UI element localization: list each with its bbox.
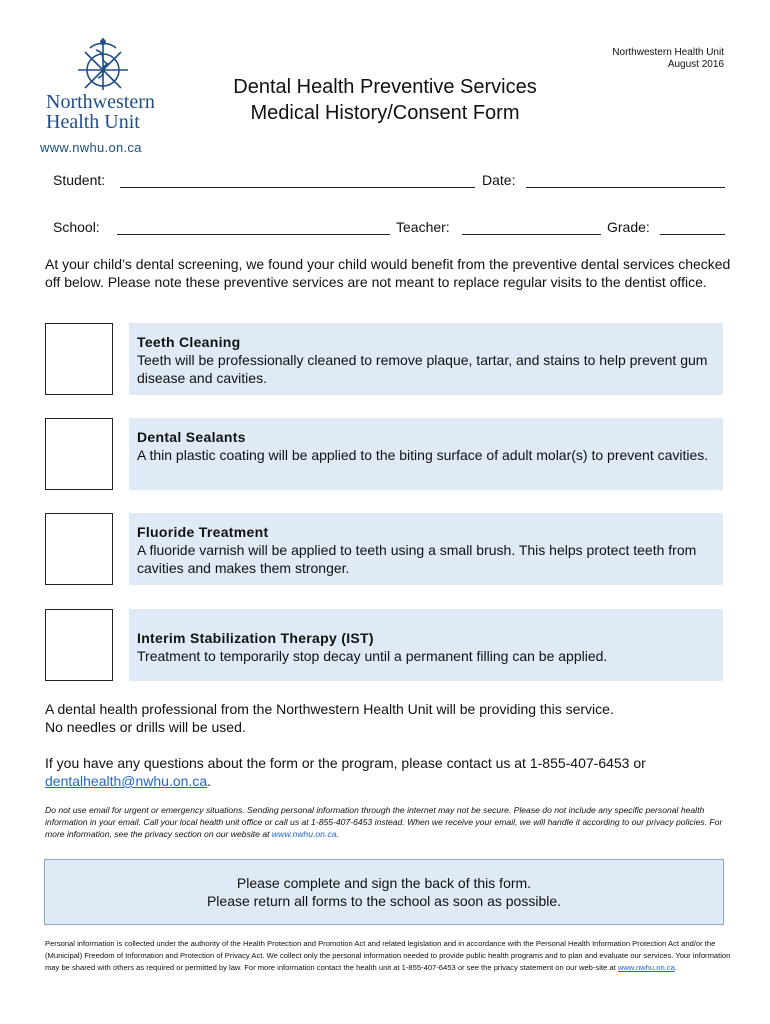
date-label: Date: [482, 172, 516, 188]
corner-org: Northwestern Health Unit [612, 47, 724, 58]
note-line2: Please return all forms to the school as soon as possible. [206, 893, 562, 909]
teeth-cleaning-checkbox[interactable] [45, 323, 113, 395]
provider-line2: No needles or drills will be used. [45, 719, 246, 735]
caduceus-compass-icon [68, 36, 138, 92]
teacher-field[interactable] [462, 234, 601, 235]
service-desc: Teeth will be professionally cleaned to remove plaque, tartar, and stains to help prevent gum disease and cavities. [137, 352, 708, 386]
student-label: Student: [53, 172, 106, 188]
note-line1: Please complete and sign the back of this form. [236, 875, 532, 891]
dental-sealants-checkbox[interactable] [45, 418, 113, 490]
grade-label: Grade: [607, 219, 650, 235]
provider-line1: A dental health professional from the Northwestern Health Unit will be providing this service. [45, 701, 614, 717]
service-desc: A thin plastic coating will be applied to the biting surface of adult molar(s) to prevent cavities. [137, 447, 709, 463]
ist-panel [129, 609, 723, 681]
form-title-line2: Medical History/Consent Form [250, 102, 520, 124]
service-title: Fluoride Treatment [137, 524, 269, 540]
disclaimer-website-link[interactable]: www.nwhu.on.ca [271, 828, 337, 839]
intro-paragraph: At your child’s dental screening, we found your child would benefit from the preventive dental services checked off below. Please note these preventive services are not meant to replace regular visits to the dentist office. [45, 256, 731, 290]
student-field[interactable] [120, 187, 475, 188]
school-field[interactable] [117, 234, 390, 235]
school-label: School: [53, 219, 100, 235]
privacy-footer [45, 938, 735, 974]
form-title [170, 74, 600, 126]
footer-website-link[interactable]: www.nwhu.on.ca [617, 963, 675, 972]
ist-checkbox[interactable] [45, 609, 113, 681]
fluoride-treatment-checkbox[interactable] [45, 513, 113, 585]
corner-info [612, 47, 724, 71]
service-title: Dental Sealants [137, 429, 246, 445]
footer-text: Personal information is collected under the authority of the Health Protection and Promotion Act and related legislation and in accordance with the Personal Health Information Protection Act and/or the (Municipal) Freedom of Information and Protection of Privacy Act. We collect only the personal information needed to provide public health programs and to plan and evaluate our services. Your information may be shared with others as required or permitted by law. For more information contact the health unit at 1-855-407-6453 or see the privacy statement on our web-site at [45, 939, 731, 972]
disclaimer-end: . [336, 828, 339, 839]
contact-paragraph [45, 754, 735, 790]
contact-end: . [207, 773, 211, 789]
logo-org-name-line2: Health Unit [46, 111, 140, 133]
grade-field[interactable] [660, 234, 725, 235]
contact-text: If you have any questions about the form or the program, please contact us at 1-855-407-6453 or [45, 755, 646, 771]
service-title: Interim Stabilization Therapy (IST) [137, 630, 374, 646]
provider-paragraph [45, 700, 735, 736]
corner-date: August 2016 [667, 59, 724, 70]
dental-sealants-panel [129, 418, 723, 490]
nwhu-logo [40, 36, 170, 161]
form-title-line1: Dental Health Preventive Services [233, 76, 537, 98]
service-title: Teeth Cleaning [137, 334, 241, 350]
return-instructions-box [44, 859, 724, 925]
contact-email-link[interactable]: dentalhealth@nwhu.on.ca [45, 773, 208, 789]
logo-org-name [46, 92, 155, 132]
disclaimer-text: Do not use email for urgent or emergency situations. Sending personal information through the internet may not be secure. Please do not include any specific personal health information in your email. Call your local health unit office or call us at 1-855-407-6453 instead. When we receive your email, we will handle it according to our privacy policies. For more information, see the privacy section on our website at [45, 805, 723, 839]
fluoride-treatment-panel [129, 513, 723, 585]
footer-end: . [674, 963, 677, 972]
date-field[interactable] [526, 187, 725, 188]
logo-org-name-line1: Northwestern [46, 91, 155, 113]
service-desc: A fluoride varnish will be applied to teeth using a small brush. This helps protect teeth from cavities and makes them stronger. [137, 542, 697, 576]
teacher-label: Teacher: [396, 219, 450, 235]
email-disclaimer [45, 805, 735, 840]
teeth-cleaning-panel [129, 323, 723, 395]
service-desc: Treatment to temporarily stop decay until a permanent filling can be applied. [137, 648, 608, 664]
logo-website: www.nwhu.on.ca [40, 140, 142, 155]
